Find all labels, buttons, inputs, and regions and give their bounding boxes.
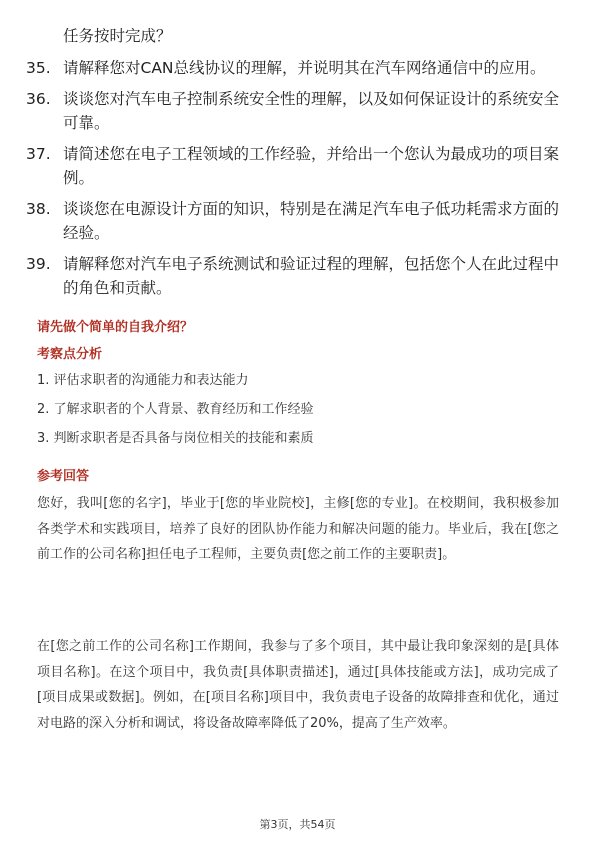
question-item bbox=[26, 142, 571, 190]
analysis-points bbox=[37, 371, 567, 458]
question-text: 请解释您对汽车电子系统测试和验证过程的理解，包括您个人在此过程中的角色和贡献。 bbox=[63, 255, 560, 297]
analysis-point: 3. 判断求职者是否具备与岗位相关的技能和素质 bbox=[37, 431, 314, 446]
question-item bbox=[26, 252, 571, 300]
question-text: 谈谈您对汽车电子控制系统安全性的理解，以及如何保证设计的系统安全可靠。 bbox=[63, 90, 560, 132]
question-item bbox=[26, 197, 571, 245]
question-number: 37. bbox=[26, 145, 51, 163]
question-text: 请简述您在电子工程领域的工作经验，并给出一个您认为最成功的项目案例。 bbox=[63, 145, 560, 187]
answer-paragraph bbox=[37, 491, 559, 568]
answer-heading: 参考回答 bbox=[37, 469, 90, 484]
interview-question-heading: 请先做个简单的自我介绍？ bbox=[37, 320, 194, 335]
question-text: 请解释您对CAN总线协议的理解，并说明其在汽车网络通信中的应用。 bbox=[63, 59, 546, 77]
analysis-heading: 考察点分析 bbox=[37, 347, 103, 362]
answer-paragraph-text: 您好，我叫[您的名字]，毕业于[您的毕业院校]，主修[您的专业]。在校期间，我积极参加各类学术和实践项目，培养了良好的团队协作能力和解决问题的能力。毕业后，我在[您之前工作的公司名称]担任电子工程师，主要负责[您之前工作的主要职责]。 bbox=[37, 496, 559, 562]
question-number: 38. bbox=[26, 200, 51, 218]
analysis-point: 1. 评估求职者的沟通能力和表达能力 bbox=[37, 373, 249, 388]
question-text: 谈谈您在电源设计方面的知识，特别是在满足汽车电子低功耗需求方面的经验。 bbox=[63, 200, 560, 242]
question-list bbox=[26, 56, 571, 307]
question-item bbox=[26, 56, 571, 80]
previous-question-continuation: 任务按时完成？ bbox=[63, 27, 172, 45]
answer-paragraph bbox=[37, 634, 559, 736]
page-footer: 第3页，共54页 bbox=[259, 818, 336, 831]
question-number: 36. bbox=[26, 90, 51, 108]
analysis-point: 2. 了解求职者的个人背景、教育经历和工作经验 bbox=[37, 402, 314, 417]
question-item bbox=[26, 87, 571, 135]
question-number: 39. bbox=[26, 255, 51, 273]
question-number: 35. bbox=[26, 59, 51, 77]
answer-paragraph-text: 在[您之前工作的公司名称]工作期间，我参与了多个项目，其中最让我印象深刻的是[具体项目名称]。在这个项目中，我负责[具体职责描述]，通过[具体技能或方法]，成功完成了[项目成果或数据]。例如，在[项目名称]项目中，我负责电子设备的故障排查和优化，通过对电路的深入分析和调试，将设备故障率降低了20%，提高了生产效率。 bbox=[37, 639, 559, 731]
